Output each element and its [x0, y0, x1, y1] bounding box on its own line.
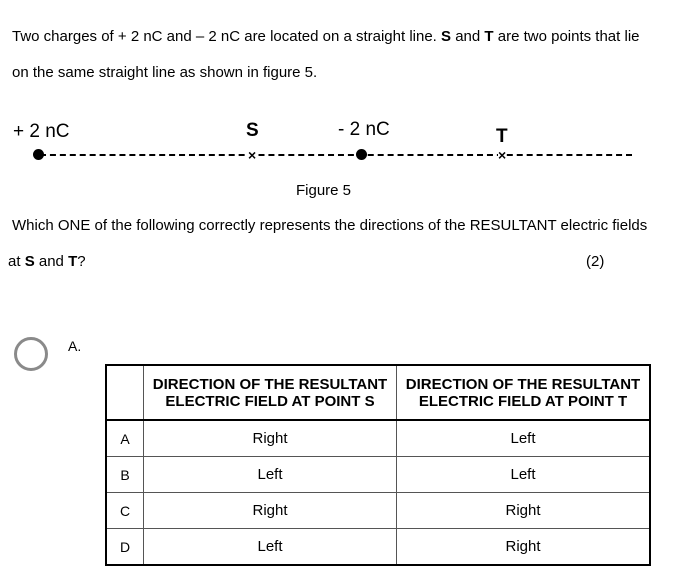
answer-table [105, 364, 651, 566]
figure-caption: Figure 5 [296, 182, 352, 199]
marks-label: (2) [586, 253, 605, 270]
question-prompt-line-1: Which ONE of the following correctly represents the directions of the RESULTANT electric fields [12, 217, 648, 234]
row-label: D [106, 529, 144, 566]
header-blank-cell [106, 365, 144, 420]
prompt-question-mark: ? [77, 253, 86, 270]
positive-charge-dot [33, 149, 44, 160]
intro-text: Two charges of + 2 nC and – 2 nC are located on a straight line. [12, 28, 442, 45]
option-a-label: A. [68, 338, 82, 354]
prompt-at: at [8, 253, 25, 270]
positive-charge-label: + 2 nC [13, 121, 70, 142]
table-row [106, 457, 650, 493]
prompt-and: and [34, 253, 69, 270]
point-s-cross: × [248, 147, 257, 163]
cell-direction-s: Left [144, 529, 397, 566]
negative-charge-dot [356, 149, 367, 160]
cell-direction-t: Right [397, 529, 651, 566]
table-header-row [106, 365, 650, 420]
point-t-cross: × [498, 147, 507, 163]
table-row [106, 529, 650, 566]
cell-direction-t: Left [397, 420, 651, 457]
row-label: C [106, 493, 144, 529]
header-direction-s: DIRECTION OF THE RESULTANT ELECTRIC FIELD AT POINT S [144, 365, 397, 420]
header-direction-t: DIRECTION OF THE RESULTANT ELECTRIC FIELD AT POINT T [397, 365, 651, 420]
intro-text-end: are two points that lie [493, 28, 640, 45]
intro-and: and [451, 28, 485, 45]
intro-point-t: T [484, 28, 494, 45]
cell-direction-t: Right [397, 493, 651, 529]
negative-charge-label: - 2 nC [338, 119, 390, 140]
cell-direction-s: Right [144, 493, 397, 529]
intro-point-s: S [441, 28, 452, 45]
table-row [106, 493, 650, 529]
cell-direction-s: Left [144, 457, 397, 493]
cell-direction-t: Left [397, 457, 651, 493]
prompt-point-t: T [68, 253, 78, 270]
point-t-label: T [496, 126, 508, 147]
row-label: B [106, 457, 144, 493]
dashed-line [40, 154, 632, 156]
point-s-label: S [246, 120, 259, 141]
cell-direction-s: Right [144, 420, 397, 457]
prompt-point-s: S [24, 253, 35, 270]
row-label: A [106, 420, 144, 457]
table-row [106, 420, 650, 457]
question-intro-line-2: on the same straight line as shown in figure 5. [12, 64, 318, 81]
option-a-radio[interactable] [14, 337, 48, 371]
question-prompt-line-2 [8, 253, 86, 270]
question-intro-line-1 [12, 28, 640, 45]
